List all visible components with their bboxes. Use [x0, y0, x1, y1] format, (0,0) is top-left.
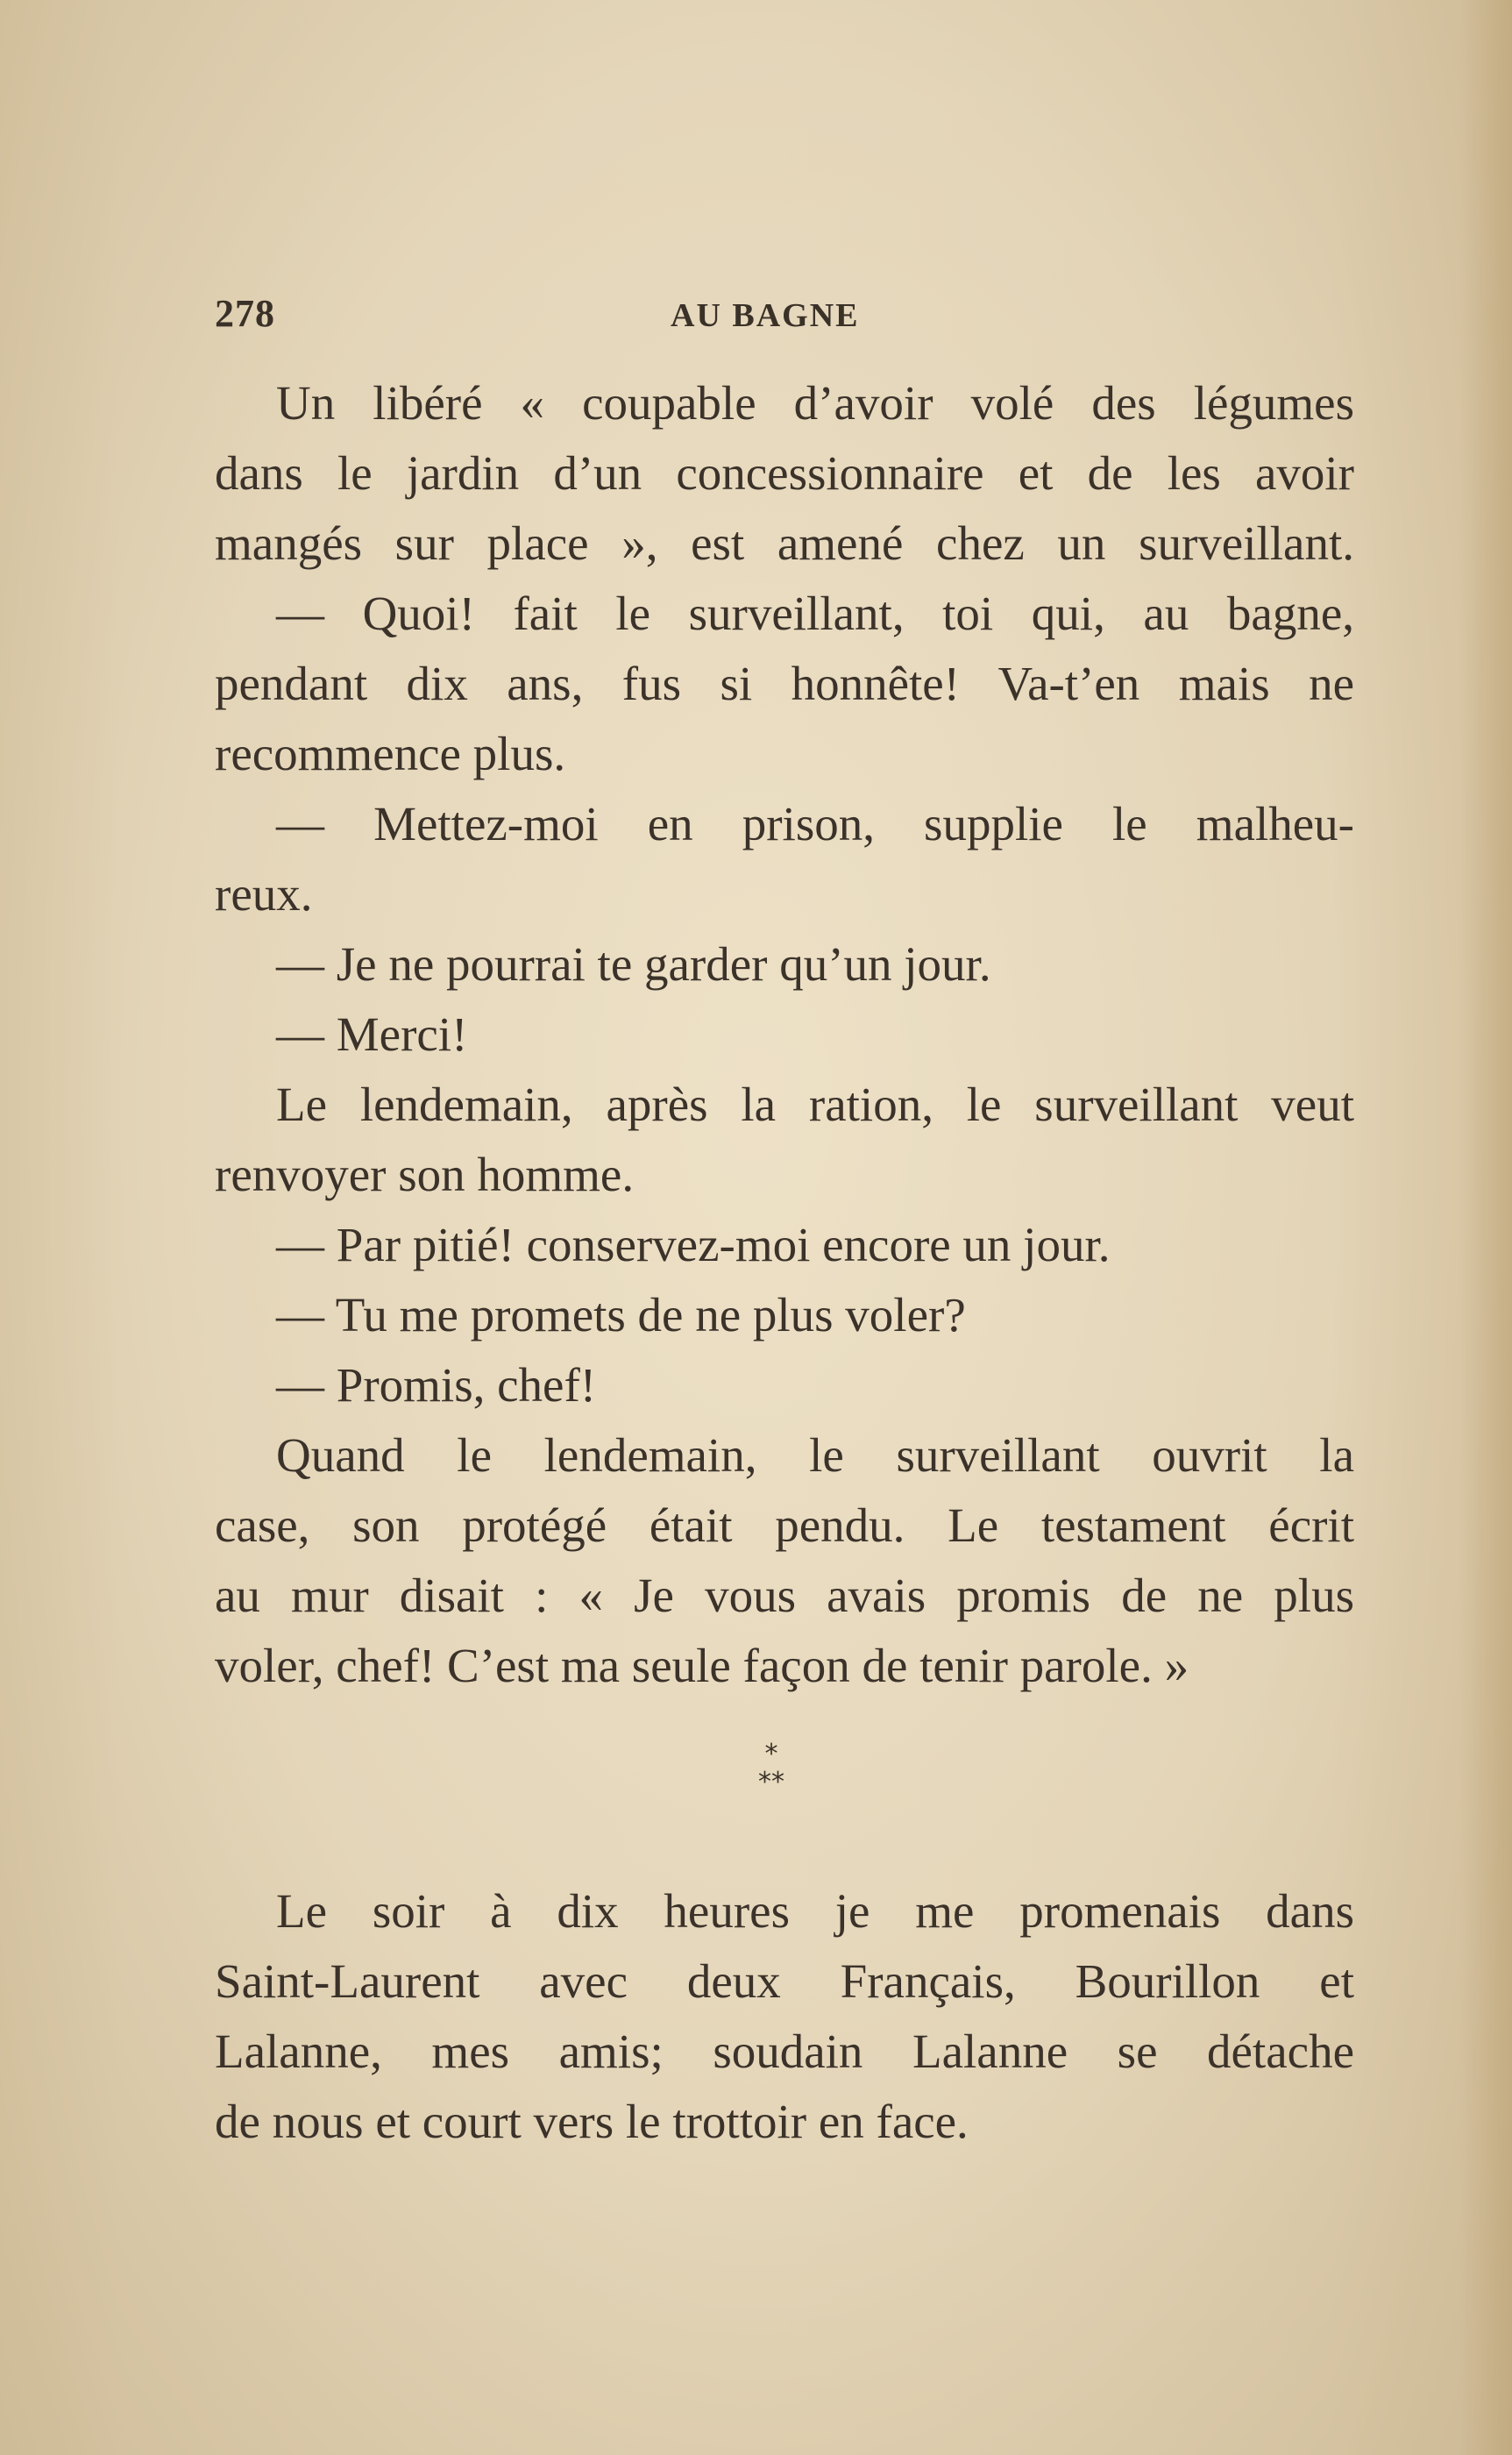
text-line: Le lendemain, après la ration, le surveillant veut	[276, 1078, 1354, 1131]
text-line: pendant dix ans, fus si honnête! Va-t’en mais ne	[215, 657, 1354, 710]
text-line: Lalanne, mes amis; soudain Lalanne se détache	[215, 2024, 1354, 2078]
text-line: Saint-Laurent avec deux Français, Bourillon et	[215, 1954, 1354, 2008]
text-line: — Promis, chef!	[276, 1358, 597, 1412]
text-line: Le soir à dix heures je me promenais dans	[276, 1884, 1354, 1938]
text-line: renvoyer son homme.	[215, 1148, 635, 1201]
main-text	[215, 368, 1354, 1701]
text-line: — Tu me promets de ne plus voler?	[276, 1288, 966, 1341]
page-number: 278	[215, 292, 275, 335]
text-line: Quand le lendemain, le surveillant ouvrit la	[276, 1428, 1354, 1482]
text-line: — Par pitié! conservez-moi encore un jour.	[276, 1218, 1111, 1271]
text-line: case, son protégé était pendu. Le testament écrit	[215, 1498, 1354, 1552]
text-line: — Je ne pourrai te garder qu’un jour.	[276, 937, 991, 991]
text-line: recommence plus.	[215, 727, 566, 780]
text-line: mangés sur place », est amené chez un surveillant.	[215, 516, 1354, 570]
text-line: voler, chef! C’est ma seule façon de tenir parole. »	[215, 1639, 1189, 1692]
text-line: reux.	[215, 867, 313, 921]
second-section-text	[215, 1876, 1354, 2157]
text-line: au mur disait : « Je vous avais promis de ne plus	[215, 1569, 1354, 1622]
asterism-bottom: **	[758, 1767, 784, 1797]
text-line: Un libéré « coupable d’avoir volé des légumes	[276, 376, 1354, 430]
section-break-asterism	[732, 1740, 811, 1802]
text-line: — Quoi! fait le surveillant, toi qui, au bagne,	[276, 587, 1354, 640]
running-head: AU BAGNE	[671, 297, 860, 334]
page-edge-shadow	[1459, 0, 1512, 2455]
text-line: — Mettez-moi en prison, supplie le malheu-	[276, 797, 1354, 850]
text-line: — Merci!	[276, 1007, 468, 1061]
text-line: dans le jardin d’un concessionnaire et de les avoir	[215, 446, 1354, 500]
asterism-top: *	[764, 1739, 778, 1769]
page-header	[215, 291, 1354, 344]
text-line: de nous et court vers le trottoir en face.	[215, 2095, 969, 2148]
